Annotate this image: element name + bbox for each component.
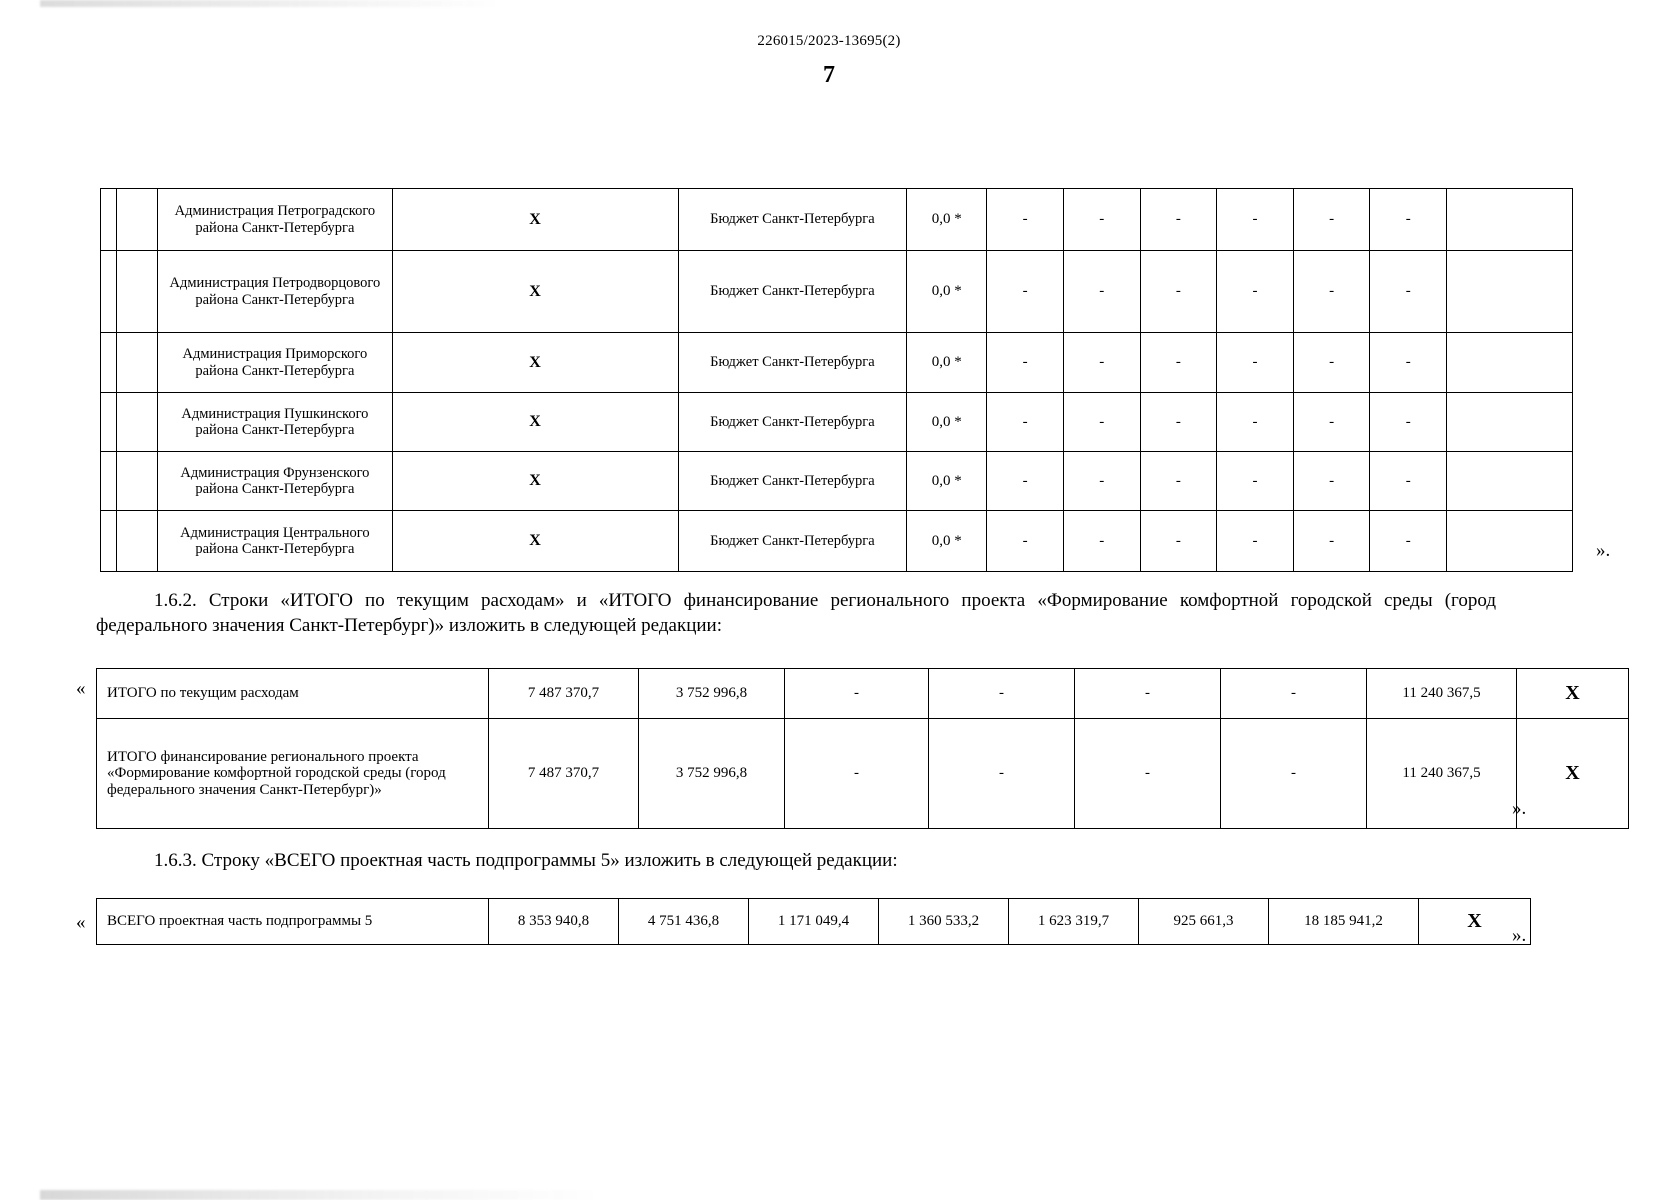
row-marker-cell: [101, 251, 117, 333]
value-cell: -: [987, 333, 1064, 393]
table-row: [101, 333, 1573, 393]
budget-source-cell: Бюджет Санкт-Петербурга: [678, 333, 907, 393]
value-cell: -: [1063, 333, 1140, 393]
table-row: [97, 719, 1629, 829]
row-label-cell: ИТОГО по текущим расходам: [97, 669, 489, 719]
paragraph-1-6-2-text: 1.6.2. Строки «ИТОГО по текущим расходам» и «ИТОГО финансирование регионального проекта «Формирование комфортной городской среды (город федерального значения Санкт-Петербург)» изложить в следующей редакции:: [96, 590, 1496, 637]
value-cell: 7 487 370,7: [489, 669, 639, 719]
value-cell: -: [987, 251, 1064, 333]
page-number: 7: [823, 62, 835, 88]
budget-source-cell: Бюджет Санкт-Петербурга: [678, 251, 907, 333]
paragraph-1-6-2: [96, 588, 1496, 639]
value-cell: -: [1140, 393, 1217, 452]
table3-opening-quote: «: [76, 912, 86, 933]
value-cell: -: [1370, 189, 1447, 251]
value-cell: -: [1063, 511, 1140, 572]
value-cell: 1 623 319,7: [1009, 899, 1139, 945]
value-cell: -: [1370, 393, 1447, 452]
value-cell: -: [1075, 669, 1221, 719]
table-row: [101, 452, 1573, 511]
sum-cell: 0,0 *: [907, 189, 987, 251]
value-cell: -: [1370, 452, 1447, 511]
value-cell: -: [1063, 452, 1140, 511]
organizations-table: [100, 188, 1573, 572]
value-cell: 1 171 049,4: [749, 899, 879, 945]
x-cell: Х: [392, 393, 678, 452]
organizations-table-wrapper: [100, 188, 1573, 572]
value-cell: -: [1140, 452, 1217, 511]
row-marker-cell: [101, 189, 117, 251]
budget-source-cell: Бюджет Санкт-Петербурга: [678, 189, 907, 251]
value-cell: -: [1293, 511, 1370, 572]
value-cell: -: [1063, 189, 1140, 251]
value-cell: -: [1370, 251, 1447, 333]
sum-cell: 0,0 *: [907, 511, 987, 572]
value-cell: -: [1221, 669, 1367, 719]
value-cell: -: [1221, 719, 1367, 829]
value-cell: -: [1140, 333, 1217, 393]
x-cell: Х: [392, 511, 678, 572]
value-cell: -: [1293, 251, 1370, 333]
table-row: [101, 189, 1573, 251]
value-cell: 4 751 436,8: [619, 899, 749, 945]
organization-cell: Администрация Петродворцового района Санкт-Петербурга: [158, 251, 392, 333]
x-cell: Х: [1517, 669, 1629, 719]
value-cell: -: [1217, 511, 1294, 572]
value-cell: -: [987, 511, 1064, 572]
value-cell: -: [1370, 511, 1447, 572]
sum-cell: 0,0 *: [907, 251, 987, 333]
row-label-cell: ИТОГО финансирование регионального проекта «Формирование комфортной городской среды (город федерального значения Санкт-Петербург)»: [97, 719, 489, 829]
x-cell: Х: [1517, 719, 1629, 829]
value-cell: -: [1217, 189, 1294, 251]
value-cell: -: [1140, 511, 1217, 572]
table3-closing-quote: ».: [1512, 925, 1527, 946]
total-cell: 11 240 367,5: [1367, 719, 1517, 829]
x-cell: Х: [392, 452, 678, 511]
value-cell: -: [987, 452, 1064, 511]
paragraph-1-6-3-text: 1.6.3. Строку «ВСЕГО проектная часть подпрограммы 5» изложить в следующей редакции:: [154, 850, 898, 871]
value-cell: -: [987, 189, 1064, 251]
x-cell: Х: [1419, 899, 1531, 945]
budget-source-cell: Бюджет Санкт-Петербурга: [678, 452, 907, 511]
totals-table-wrapper: [96, 668, 1580, 829]
row-index-cell: [117, 333, 158, 393]
value-cell: -: [929, 669, 1075, 719]
row-index-cell: [117, 452, 158, 511]
row-index-cell: [117, 251, 158, 333]
value-cell: -: [1140, 251, 1217, 333]
row-marker-cell: [101, 452, 117, 511]
value-cell: -: [1370, 333, 1447, 393]
table-row: [97, 669, 1629, 719]
total-cell: 18 185 941,2: [1269, 899, 1419, 945]
budget-source-cell: Бюджет Санкт-Петербурга: [678, 393, 907, 452]
row-marker-cell: [101, 333, 117, 393]
table-row: [97, 899, 1531, 945]
value-cell: -: [1217, 251, 1294, 333]
value-cell: -: [1063, 393, 1140, 452]
last-cell: [1447, 511, 1573, 572]
row-index-cell: [117, 393, 158, 452]
organization-cell: Администрация Центрального района Санкт-Петербурга: [158, 511, 392, 572]
row-index-cell: [117, 189, 158, 251]
value-cell: -: [1293, 333, 1370, 393]
last-cell: [1447, 189, 1573, 251]
sum-cell: 0,0 *: [907, 333, 987, 393]
table1-closing-quote: ».: [1596, 540, 1611, 561]
sum-cell: 0,0 *: [907, 393, 987, 452]
value-cell: -: [1140, 189, 1217, 251]
last-cell: [1447, 251, 1573, 333]
value-cell: 1 360 533,2: [879, 899, 1009, 945]
organization-cell: Администрация Пушкинского района Санкт-Петербурга: [158, 393, 392, 452]
organization-cell: Администрация Петроградского района Санкт-Петербурга: [158, 189, 392, 251]
row-marker-cell: [101, 393, 117, 452]
total-cell: 11 240 367,5: [1367, 669, 1517, 719]
value-cell: -: [1293, 393, 1370, 452]
value-cell: 3 752 996,8: [639, 719, 785, 829]
value-cell: -: [1217, 393, 1294, 452]
totals-table: [96, 668, 1629, 829]
last-cell: [1447, 452, 1573, 511]
value-cell: -: [1293, 452, 1370, 511]
value-cell: -: [929, 719, 1075, 829]
paragraph-1-6-3: [96, 848, 1496, 873]
x-cell: Х: [392, 333, 678, 393]
value-cell: -: [785, 719, 929, 829]
value-cell: -: [1063, 251, 1140, 333]
table-row: [101, 393, 1573, 452]
last-cell: [1447, 333, 1573, 393]
value-cell: -: [1075, 719, 1221, 829]
top-scan-artifact: [40, 0, 500, 7]
table-row: [101, 511, 1573, 572]
row-index-cell: [117, 511, 158, 572]
row-marker-cell: [101, 511, 117, 572]
bottom-scan-artifact: [40, 1190, 600, 1200]
value-cell: -: [987, 393, 1064, 452]
table2-closing-quote: ».: [1512, 798, 1527, 819]
budget-source-cell: Бюджет Санкт-Петербурга: [678, 511, 907, 572]
value-cell: 8 353 940,8: [489, 899, 619, 945]
table-row: [101, 251, 1573, 333]
x-cell: Х: [392, 189, 678, 251]
x-cell: Х: [392, 251, 678, 333]
table2-opening-quote: «: [76, 678, 86, 699]
value-cell: -: [785, 669, 929, 719]
organization-cell: Администрация Фрунзенского района Санкт-Петербурга: [158, 452, 392, 511]
subprogram-total-table-wrapper: [96, 898, 1502, 945]
value-cell: -: [1217, 333, 1294, 393]
document-code: 226015/2023-13695(2): [757, 33, 901, 49]
last-cell: [1447, 393, 1573, 452]
organization-cell: Администрация Приморского района Санкт-Петербурга: [158, 333, 392, 393]
row-label-cell: ВСЕГО проектная часть подпрограммы 5: [97, 899, 489, 945]
sum-cell: 0,0 *: [907, 452, 987, 511]
value-cell: 7 487 370,7: [489, 719, 639, 829]
subprogram-total-table: [96, 898, 1531, 945]
value-cell: -: [1217, 452, 1294, 511]
value-cell: 925 661,3: [1139, 899, 1269, 945]
value-cell: -: [1293, 189, 1370, 251]
value-cell: 3 752 996,8: [639, 669, 785, 719]
